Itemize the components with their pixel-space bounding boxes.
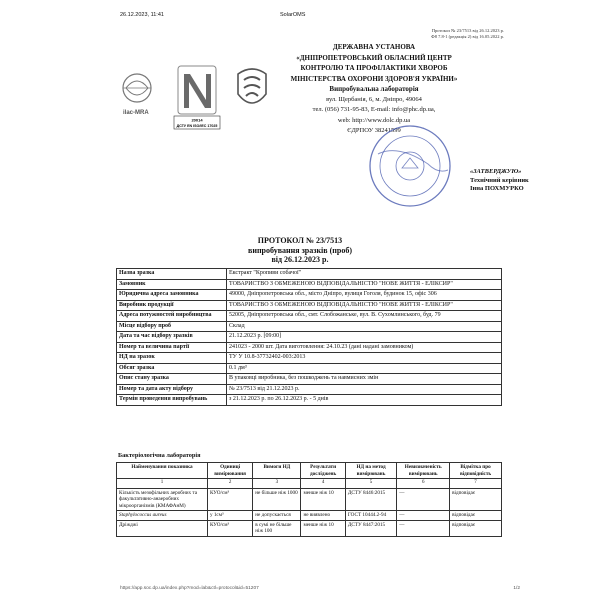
org-contacts: тел. (056) 731-95-83, E-mail: info@phc.dp.ua, xyxy=(312,106,436,113)
info-label: Адреса потужностей виробництва xyxy=(117,311,227,322)
info-row xyxy=(117,332,502,343)
result-cell: — xyxy=(397,511,450,521)
result-cell: ГОСТ 10444.2-94 xyxy=(345,511,396,521)
column-header: Вимоги НД xyxy=(253,463,301,479)
result-cell: не більше ніж 1000 xyxy=(253,488,301,511)
nau-standard: ДСТУ EN ISO/IEC 17025 xyxy=(176,124,218,128)
result-cell: — xyxy=(397,488,450,511)
approval-name: Інна ПОХМУРКО xyxy=(470,185,524,192)
organization-header xyxy=(250,42,498,137)
form-reference-line-1: Протокол № 23/7513 від 26.12.2023 р. xyxy=(431,28,504,33)
approval-block xyxy=(470,168,529,194)
org-line-3: КОНТРОЛЮ ТА ПРОФІЛАКТИКИ ХВОРОБ xyxy=(300,64,448,72)
info-label: Номер та величина партії xyxy=(117,342,227,353)
nau-accreditation-icon xyxy=(178,66,216,114)
info-value: 21.12.2023 р. [09:00] xyxy=(227,332,502,343)
info-label: Назва зразка xyxy=(117,269,227,280)
nau-number: 20014 xyxy=(191,117,203,123)
column-number: 2 xyxy=(207,479,252,489)
print-header xyxy=(0,12,600,24)
info-label: НД на зразок xyxy=(117,353,227,364)
org-address: вул. Щербанія, 6, м. Дніпро, 49064 xyxy=(326,95,422,103)
info-value: ТОВАРИСТВО З ОБМЕЖЕНОЮ ВІДПОВІДАЛЬНІСТЮ "НОВЕ ЖИТТЯ - ЕЛІКСИР" xyxy=(227,279,502,290)
org-web: web: http://www.dolc.dp.ua xyxy=(337,116,411,124)
info-value: В упаковці виробника, без пошкоджень та навмисних змін xyxy=(227,374,502,385)
result-cell: відповідає xyxy=(450,488,502,511)
official-stamp-icon xyxy=(368,124,452,208)
info-value: Екстракт "Кропиви собачої" xyxy=(227,269,502,280)
info-value: ТУ У 10.8-37732402-003:2013 xyxy=(227,353,502,364)
result-cell: ДСТУ 8447:2015 xyxy=(345,520,396,536)
column-number: 7 xyxy=(450,479,502,489)
result-cell: не допускається xyxy=(253,511,301,521)
info-row xyxy=(117,395,502,406)
info-row xyxy=(117,342,502,353)
info-row xyxy=(117,321,502,332)
bacteriology-results-table xyxy=(116,462,502,537)
info-row xyxy=(117,300,502,311)
info-value: ТОВАРИСТВО З ОБМЕЖЕНОЮ ВІДПОВІДАЛЬНІСТЮ "НОВЕ ЖИТТЯ - ЕЛІКСИР" xyxy=(227,300,502,311)
column-number: 1 xyxy=(117,479,208,489)
column-header: Невизначеність вимірювань xyxy=(397,463,450,479)
info-row xyxy=(117,269,502,280)
print-app-name: SolarOMS xyxy=(280,12,306,18)
info-label: Замовник xyxy=(117,279,227,290)
info-row xyxy=(117,279,502,290)
info-label: Місце відбору проб xyxy=(117,321,227,332)
result-cell: не виявлено xyxy=(301,511,345,521)
print-footer-url: https://app.soc.dp.ua/index.php?mod=lab&ctl=protocol&id=51207 xyxy=(120,586,259,591)
approval-title: «ЗАТВЕРДЖУЮ» xyxy=(470,168,522,175)
result-cell: КУО/см³ xyxy=(207,488,252,511)
protocol-subtitle: випробування зразків (проб) xyxy=(248,245,352,255)
column-number: 4 xyxy=(301,479,345,489)
info-value: з 21.12.2023 р. по 26.12.2023 р. - 5 днів xyxy=(227,395,502,406)
info-label: Виробник продукції xyxy=(117,300,227,311)
result-cell: Дріжджі xyxy=(117,520,208,536)
form-reference-line-2: Ф8 7.8-1 (редакція 2) від 16.05.2022 р. xyxy=(431,34,504,39)
info-row xyxy=(117,384,502,395)
result-cell: у 1см³ xyxy=(207,511,252,521)
org-line-2: «ДНІПРОПЕТРОВСЬКИЙ ОБЛАСНИЙ ЦЕНТР xyxy=(296,53,452,62)
bacteriology-section-title: Бактеріологічна лабораторія xyxy=(118,452,201,459)
info-row xyxy=(117,290,502,301)
result-row xyxy=(117,511,502,521)
info-value: Склад xyxy=(227,321,502,332)
ilac-emblem-icon xyxy=(123,74,151,102)
column-header: Результати досліджень xyxy=(301,463,345,479)
column-header: НД на метод вимірювань xyxy=(345,463,396,479)
info-value: 49000, Дніпропетровська обл., місто Дніпро, вулиця Гоголя, будинок 15, офіс 306 xyxy=(227,290,502,301)
info-value: 241023 - 2000 шт. Дата виготовлення: 24.10.23 (дані надані замовником) xyxy=(227,342,502,353)
org-line-4: МІНІСТЕРСТВА ОХОРОНИ ЗДОРОВ'Я УКРАЇНИ» xyxy=(290,74,458,83)
print-datetime: 26.12.2023, 11:41 xyxy=(120,12,164,18)
print-footer-page: 1/2 xyxy=(513,586,520,591)
org-line-1: ДЕРЖАВНА УСТАНОВА xyxy=(332,43,416,51)
info-label: Термін проведення випробувань xyxy=(117,395,227,406)
column-number: 3 xyxy=(253,479,301,489)
info-value: № 23/7513 від 21.12.2023 р. xyxy=(227,384,502,395)
result-row xyxy=(117,488,502,511)
protocol-title: ПРОТОКОЛ № 23/7513 xyxy=(257,236,343,245)
result-cell: в сумі не більше ніж 100 xyxy=(253,520,301,536)
result-cell: відповідає xyxy=(450,520,502,536)
print-footer xyxy=(120,586,520,591)
result-cell: Кількість мезофільних аеробних та факультативно-анаеробних мікроорганізмів (КМАФАнМ) xyxy=(117,488,208,511)
info-row xyxy=(117,311,502,322)
info-label: Опис стану зразка xyxy=(117,374,227,385)
column-header: Одиниці вимірювання xyxy=(207,463,252,479)
sample-info-table xyxy=(116,268,502,406)
result-row xyxy=(117,520,502,536)
protocol-title-block xyxy=(0,236,600,265)
ilac-label: ilac-MRA xyxy=(123,110,149,116)
result-cell: КУО/см³ xyxy=(207,520,252,536)
info-row xyxy=(117,353,502,364)
result-cell: Staphylococcus aureus xyxy=(117,511,208,521)
info-value: 0.1 дм³ xyxy=(227,363,502,374)
result-cell: ДСТУ 8446:2015 xyxy=(345,488,396,511)
column-number: 6 xyxy=(397,479,450,489)
result-cell: менше ніж 10 xyxy=(301,488,345,511)
org-edrpou: ЄДРПОУ 38241599 xyxy=(347,127,401,134)
info-row xyxy=(117,374,502,385)
result-cell: менше ніж 10 xyxy=(301,520,345,536)
info-label: Обсяг зразка xyxy=(117,363,227,374)
approval-role: Технічний керівник xyxy=(470,176,529,184)
protocol-date: від 26.12.2023 р. xyxy=(271,255,329,264)
result-cell: відповідає xyxy=(450,511,502,521)
info-label: Дата та час відбору зразків xyxy=(117,332,227,343)
info-row xyxy=(117,363,502,374)
column-header: Відмітка про відповідність xyxy=(450,463,502,479)
result-cell: — xyxy=(397,520,450,536)
info-label: Номер та дата акту відбору xyxy=(117,384,227,395)
form-reference xyxy=(431,28,504,40)
info-value: 52005, Дніпропетровська обл., смт. Слобожанське, вул. В. Сухомлинського, буд. 79 xyxy=(227,311,502,322)
info-label: Юридична адреса замовника xyxy=(117,290,227,301)
org-line-5: Випробувальна лабораторія xyxy=(329,85,419,93)
column-number: 5 xyxy=(345,479,396,489)
column-header: Найменування показника xyxy=(117,463,208,479)
